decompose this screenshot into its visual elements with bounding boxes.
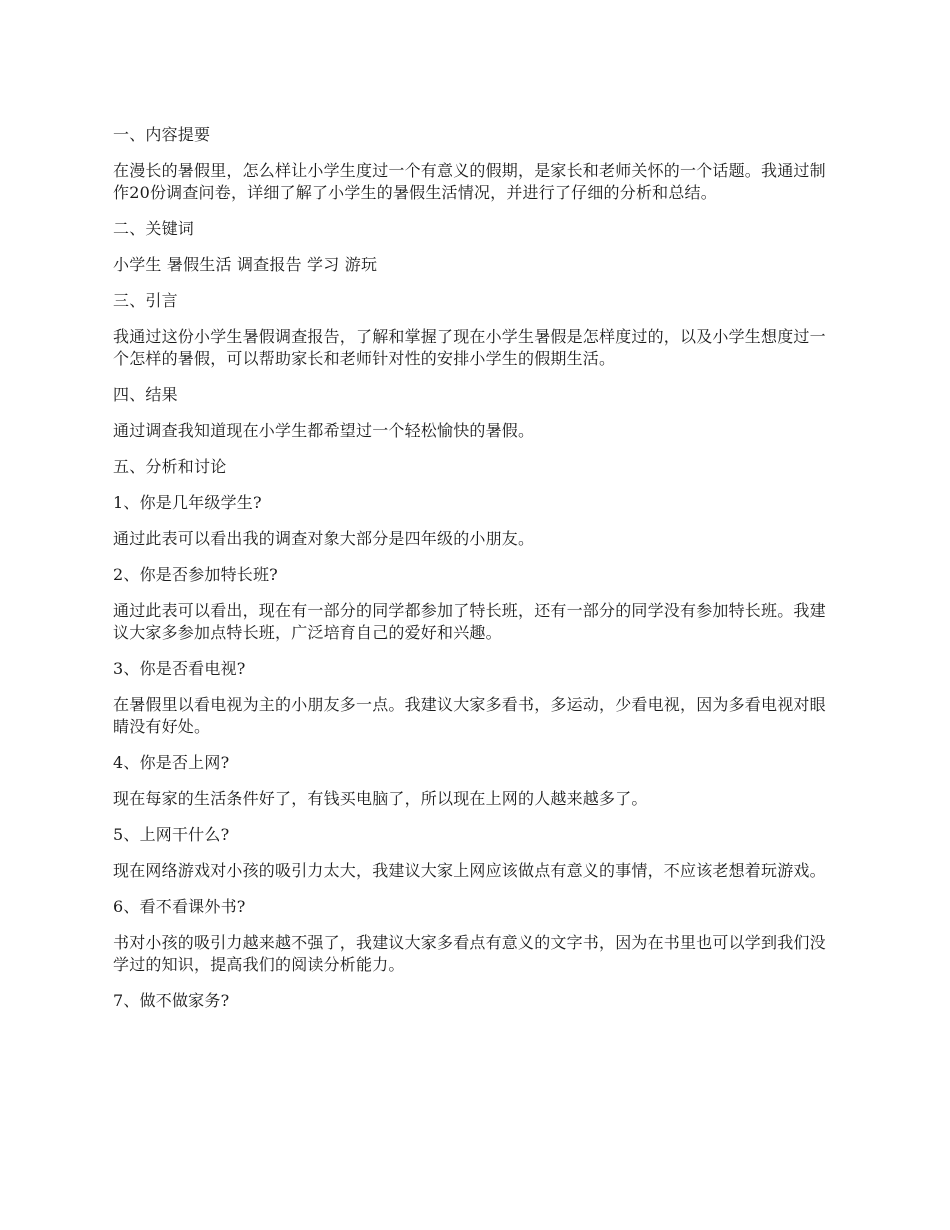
keywords-paragraph: 小学生 暑假生活 调查报告 学习 游玩 — [113, 255, 378, 274]
answer-paragraph-4: 现在每家的生活条件好了，有钱买电脑了，所以现在上网的人越来越多了。 — [113, 789, 648, 808]
question-heading-2: 2、你是否参加特长班? — [113, 565, 278, 584]
question-heading-1: 1、你是几年级学生? — [113, 493, 262, 512]
results-paragraph: 通过调查我知道现在小学生都希望过一个轻松愉快的暑假。 — [113, 421, 535, 440]
question-heading-5: 5、上网干什么? — [113, 825, 230, 844]
document-body — [113, 124, 841, 1026]
section-heading-analysis: 五、分析和讨论 — [113, 457, 227, 476]
section-heading-results: 四、结果 — [113, 385, 178, 404]
summary-paragraph: 在漫长的暑假里，怎么样让小学生度过一个有意义的假期，是家长和老师关怀的一个话题。我通过制作20份调查问卷，详细了解了小学生的暑假生活情况，并进行了仔细的分析和总结。 — [113, 161, 826, 202]
introduction-paragraph: 我通过这份小学生暑假调查报告，了解和掌握了现在小学生暑假是怎样度过的，以及小学生想度过一个怎样的暑假，可以帮助家长和老师针对性的安排小学生的假期生活。 — [113, 327, 826, 368]
question-heading-7: 7、做不做家务? — [113, 991, 230, 1010]
section-heading-keywords: 二、关键词 — [113, 219, 195, 238]
answer-paragraph-5: 现在网络游戏对小孩的吸引力太大，我建议大家上网应该做点有意义的事情，不应该老想着玩游戏。 — [113, 861, 826, 880]
answer-paragraph-1: 通过此表可以看出我的调查对象大部分是四年级的小朋友。 — [113, 529, 535, 548]
answer-paragraph-2: 通过此表可以看出，现在有一部分的同学都参加了特长班，还有一部分的同学没有参加特长班。我建议大家多参加点特长班，广泛培育自己的爱好和兴趣。 — [113, 601, 826, 642]
question-heading-6: 6、看不看课外书? — [113, 897, 246, 916]
section-heading-introduction: 三、引言 — [113, 291, 178, 310]
question-heading-4: 4、你是否上网? — [113, 753, 230, 772]
answer-paragraph-6: 书对小孩的吸引力越来越不强了，我建议大家多看点有意义的文字书，因为在书里也可以学到我们没学过的知识，提高我们的阅读分析能力。 — [113, 933, 826, 974]
answer-paragraph-3: 在暑假里以看电视为主的小朋友多一点。我建议大家多看书，多运动，少看电视，因为多看电视对眼睛没有好处。 — [113, 695, 826, 736]
section-heading-summary: 一、内容提要 — [113, 125, 211, 144]
question-heading-3: 3、你是否看电视? — [113, 659, 246, 678]
